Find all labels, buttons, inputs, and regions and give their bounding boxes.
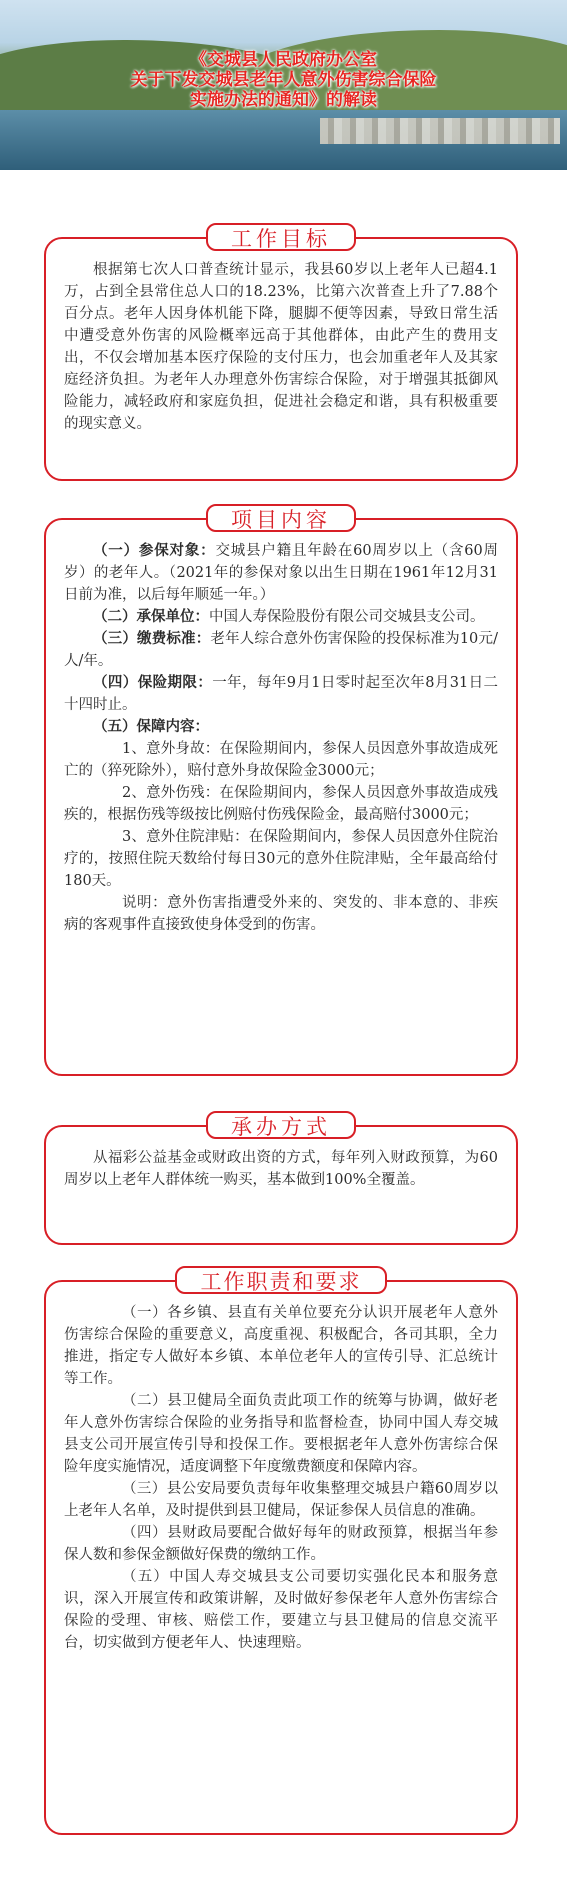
item-text: 一年，每年9月1日零时起至次年8月31日二十四时止。 <box>64 675 498 713</box>
method-paragraph: 从福彩公益基金或财政出资的方式，每年列入财政预算，为60周岁以上老年人群体统一购买，基本做到100%全覆盖。 <box>64 1150 498 1188</box>
section-heading: 承办方式 <box>206 1111 356 1139</box>
item-label: （一）参保对象： <box>93 542 216 559</box>
section-work-goal <box>44 227 518 481</box>
title-line-1: 《交城县人民政府办公室 <box>190 50 377 70</box>
item-label: （四）保险期限： <box>93 674 213 691</box>
content-item <box>64 672 498 716</box>
content-item <box>64 716 498 738</box>
section-heading: 工作职责和要求 <box>175 1266 387 1294</box>
item-text: 交城县户籍且年龄在60周岁以上（含60周岁）的老年人。（2021年的参保对象以出生日期在1961年12月31日前为准，以后每年顺延一年。） <box>64 543 499 603</box>
content-item <box>64 628 498 672</box>
duty-paragraph: （五）中国人寿交城县支公司要切实强化民本和服务意识，深入开展宣传和政策讲解，及时做好参保老年人意外伤害综合保险的受理、审核、赔偿工作，要建立与县卫健局的信息交流平台，切实做到方便老年人、快速理赔。 <box>64 1569 498 1651</box>
section-heading: 项目内容 <box>206 504 356 532</box>
goal-paragraph: 根据第七次人口普查统计显示，我县60岁以上老年人已超4.1万，占到全县常住总人口的18.23%，比第六次普查上升了7.88个百分点。老年人因身体机能下降，腿脚不便等因素，导致日常生活中遭受意外伤害的风险概率远高于其他群体，由此产生的费用支出，不仅会增加基本医疗保险的支付压力，也会加重老年人及其家庭经济负担。为老年人办理意外伤害综合保险，对于增强其抵御风险能力，减轻政府和家庭负担，促进社会稳定和谐，具有积极重要的现实意义。 <box>64 262 498 432</box>
header-banner <box>0 0 567 170</box>
title-line-2: 关于下发交城县老年人意外伤害综合保险 <box>130 70 437 90</box>
section-body <box>46 520 516 946</box>
item-label: （五）保障内容： <box>93 718 209 735</box>
content-item <box>64 540 498 606</box>
banner-town <box>320 118 560 144</box>
section-heading: 工作目标 <box>206 223 356 251</box>
content-item <box>64 606 498 628</box>
item-label: （二）承保单位： <box>93 608 209 625</box>
title-line-3: 实施办法的通知》的解读 <box>190 90 377 110</box>
duty-paragraph: （四）县财政局要配合做好每年的财政预算，根据当年参保人数和参保金额做好保费的缴纳工作。 <box>64 1525 498 1563</box>
coverage-item: 1、意外身故：在保险期间内，参保人员因意外事故造成死亡的（猝死除外），赔付意外身故保险金3000元； <box>64 741 498 779</box>
section-project-content <box>44 508 518 1076</box>
duty-paragraph: （二）县卫健局全面负责此项工作的统筹与协调，做好老年人意外伤害综合保险的业务指导和监督检查，协同中国人寿交城县支公司开展宣传引导和投保工作。要根据老年人意外伤害综合保险年度实施情况，适度调整下年度缴费额度和保障内容。 <box>64 1393 498 1475</box>
item-text: 老年人综合意外伤害保险的投保标准为10元/人/年。 <box>64 631 499 669</box>
item-text: 中国人寿保险股份有限公司交城县支公司。 <box>209 609 485 625</box>
coverage-item: 3、意外住院津贴：在保险期间内，参保人员因意外住院治疗的，按照住院天数给付每日30元的意外住院津贴，全年最高给付180天。 <box>64 829 498 889</box>
section-duties <box>44 1270 518 1835</box>
page-title <box>0 50 567 110</box>
section-body <box>46 239 516 445</box>
coverage-note: 说明：意外伤害指遭受外来的、突发的、非本意的、非疾病的客观事件直接致使身体受到的伤害。 <box>64 895 498 933</box>
coverage-item: 2、意外伤残：在保险期间内，参保人员因意外事故造成残疾的，根据伤残等级按比例赔付伤残保险金，最高赔付3000元； <box>64 785 498 823</box>
duty-paragraph: （一）各乡镇、县直有关单位要充分认识开展老年人意外伤害综合保险的重要意义，高度重视、积极配合，各司其职，全力推进，指定专人做好本乡镇、本单位老年人的宣传引导、汇总统计等工作。 <box>64 1305 498 1387</box>
section-method <box>44 1115 518 1245</box>
duty-paragraph: （三）县公安局要负责每年收集整理交城县户籍60周岁以上老年人名单，及时提供到县卫健局，保证参保人员信息的准确。 <box>64 1481 498 1519</box>
item-label: （三）缴费标准： <box>93 630 211 647</box>
section-body <box>46 1282 516 1664</box>
